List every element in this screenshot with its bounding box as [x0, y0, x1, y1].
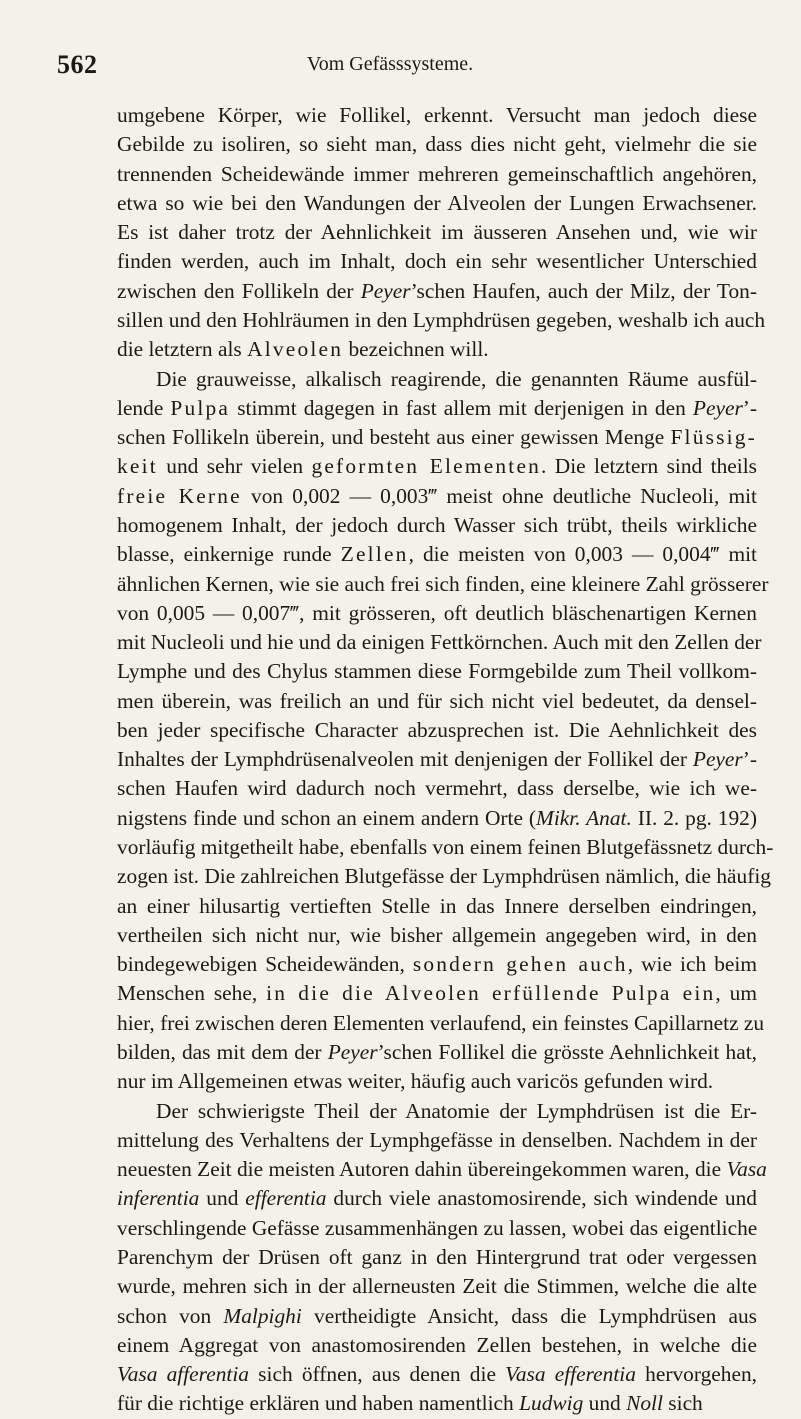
text-line: [117, 160, 757, 189]
text-run: sich: [662, 1391, 703, 1416]
text-run: umgebene Körper, wie Follikel, erkennt. Versucht man jedoch diese: [117, 103, 757, 127]
text-run: etwa so wie bei den Wandungen der Alveolen der Lungen Erwachsener.: [117, 190, 757, 215]
text-run: trennenden Scheidewände immer mehreren gemeinschaftlich angehören,: [117, 161, 757, 186]
text-run: durch viele anastomosirende, sich windende und: [326, 1186, 757, 1211]
text-line: [117, 570, 769, 599]
italic-text: Vasa efferentia: [505, 1362, 636, 1387]
text-line: [117, 950, 757, 979]
text-run: , wie ich beim: [627, 952, 757, 977]
italic-text: Mikr. Anat.: [536, 805, 632, 830]
text-line: [117, 716, 757, 745]
text-run: ’-: [742, 747, 757, 772]
paragraph: [117, 101, 766, 365]
text-run: Menschen sehe,: [117, 981, 267, 1006]
text-run: bilden, das mit dem der: [117, 1040, 328, 1064]
text-run: ’schen Follikel die grösste Aehnlichkeit hat,: [377, 1040, 757, 1064]
text-run: hier, frei zwischen deren Elementen verlaufend, ein feinstes Capillarnetz zu: [117, 1010, 765, 1035]
text-line: [117, 101, 757, 130]
text-run: schon von: [117, 1303, 224, 1328]
text-run: hervorgehen,: [635, 1362, 757, 1387]
text-line: [117, 247, 757, 276]
text-line: [117, 1097, 757, 1126]
text-line: [117, 1184, 757, 1213]
text-run: von 0,002 — 0,003‴ meist ohne deutliche Nucleoli, mit: [241, 483, 758, 508]
text-run: vorläufig mitgetheilt habe, ebenfalls von einem feinen Blutgefässnetz durch-: [117, 835, 774, 860]
text-run: und: [583, 1391, 627, 1416]
text-run: schen Haufen wird dadurch noch vermehrt, dass derselbe, wie ich we-: [117, 776, 757, 801]
text-run: ähnlichen Kernen, wie sie auch frei sich finden, eine kleinere Zahl grösserer: [117, 571, 769, 596]
text-line: [117, 687, 757, 716]
text-run: vertheilen sich nicht nur, wie bisher allgemein angegeben wird, in den: [117, 922, 757, 947]
text-line: [117, 833, 774, 862]
text-line: [117, 1155, 767, 1184]
text-run: stimmt dagegen in fast allem mit derjenigen in den: [230, 395, 693, 420]
text-run: lende: [117, 395, 171, 420]
text-line: [117, 189, 757, 218]
text-line: [117, 657, 757, 686]
text-line: [117, 218, 757, 247]
page-number: 562: [57, 50, 98, 79]
spaced-emphasis-text: keit: [117, 454, 158, 479]
italic-text: Peyer: [692, 395, 743, 420]
spaced-emphasis-text: Pulpa: [170, 395, 231, 420]
paragraph: [117, 365, 774, 1097]
text-line: [117, 1389, 757, 1418]
text-run: für die richtige erklären und haben namentlich: [117, 1391, 520, 1416]
text-run: zogen ist. Die zahlreichen Blutgefässe der Lymphdrüsen nämlich, die häufig: [117, 864, 771, 889]
text-line: [117, 277, 757, 306]
text-line: [117, 540, 757, 569]
text-run: vertheidigte Ansicht, dass die Lymphdrüsen aus: [301, 1303, 758, 1328]
text-run: wurde, mehren sich in der allerneusten Zeit die Stimmen, welche die alte: [117, 1274, 757, 1299]
text-run: Inhaltes der Lymphdrüsenalveolen mit denjenigen der Follikel der: [117, 747, 693, 772]
text-run: blasse, einkernige runde: [117, 542, 341, 567]
paragraph: [117, 1097, 767, 1419]
text-run: Lymphe und des Chylus stammen diese Formgebilde zum Theil vollkom-: [117, 659, 757, 684]
text-line: [117, 423, 757, 452]
italic-text: Malpighi: [223, 1303, 302, 1328]
text-line: [117, 1360, 757, 1389]
text-run: , um: [715, 981, 757, 1006]
text-run: bezeichnen will.: [343, 337, 489, 362]
spaced-emphasis-text: Alveolen: [247, 337, 344, 362]
text-run: bindegewebigen Scheidewänden,: [117, 952, 413, 977]
italic-text: inferentia: [117, 1186, 200, 1211]
text-line: [117, 306, 766, 335]
italic-text: Peyer: [360, 278, 411, 303]
text-run: sillen und den Hohlräumen in den Lymphdrüsen gegeben, weshalb ich auch: [117, 307, 766, 332]
text-run: nigstens finde und schon an einem andern Orte (: [117, 805, 537, 830]
text-line: [117, 804, 757, 833]
italic-text: Peyer: [692, 747, 743, 772]
text-run: verschlingende Gefässe zusammenhängen zu lassen, wobei das eigentliche: [117, 1215, 758, 1240]
spaced-emphasis-text: in die die Alveolen erfüllende Pulpa ein: [266, 981, 716, 1006]
text-run: einem Aggregat von anastomosirenden Zellen bestehen, in welche die: [117, 1332, 757, 1357]
text-line: [117, 1038, 757, 1067]
text-run: mittelung des Verhaltens der Lymphgefässe in denselben. Nachdem in der: [117, 1127, 757, 1152]
text-line: [117, 599, 757, 628]
text-run: nur im Allgemeinen etwas weiter, häufig auch varicös gefunden wird.: [117, 1069, 714, 1094]
text-run: Es ist daher trotz der Aehnlichkeit im äusseren Ansehen und, wie wir: [117, 220, 757, 245]
running-title: Vom Gefässsysteme.: [306, 53, 474, 75]
italic-text: Vasa afferentia: [117, 1362, 249, 1387]
italic-text: Peyer: [327, 1040, 378, 1064]
text-run: und: [199, 1186, 246, 1211]
text-line: [117, 628, 762, 657]
text-run: Parenchym der Drüsen oft ganz in den Hintergrund trat oder vergessen: [117, 1244, 757, 1269]
text-run: ’schen Haufen, auch der Milz, der Ton-: [410, 278, 757, 303]
text-run: homogenem Inhalt, der jedoch durch Wasser sich trübt, theils wirkliche: [117, 512, 757, 537]
text-line: [117, 892, 757, 921]
text-run: , die meisten von 0,003 — 0,004‴ mit: [408, 542, 757, 567]
text-line: [117, 1067, 757, 1096]
text-line: [117, 1331, 757, 1360]
spaced-emphasis-text: sondern gehen auch: [412, 952, 628, 977]
italic-text: Ludwig: [519, 1391, 584, 1416]
italic-text: Noll: [626, 1391, 663, 1416]
text-run: sich öffnen, aus denen die: [248, 1362, 506, 1387]
text-line: [117, 979, 757, 1008]
spaced-emphasis-text: geformten Elementen: [311, 454, 542, 479]
italic-text: efferentia: [245, 1186, 327, 1211]
text-run: Die grauweisse, alkalisch reagirende, die genannten Räume ausfül-: [156, 366, 757, 391]
text-line: [117, 130, 757, 159]
body-text: [117, 101, 774, 1419]
text-line: [117, 745, 757, 774]
text-line: [117, 921, 757, 950]
italic-text: Vasa: [726, 1157, 767, 1182]
text-line: [117, 452, 757, 481]
text-run: schen Follikeln überein, und besteht aus einer gewissen Menge: [117, 425, 671, 450]
text-line: [117, 1272, 757, 1301]
text-line: [117, 862, 771, 891]
text-run: men überein, was freilich an und für sich nicht viel bedeutet, da densel-: [117, 688, 757, 713]
text-run: neuesten Zeit die meisten Autoren dahin übereingekommen waren, die: [117, 1157, 727, 1182]
text-run: mit Nucleoli und hie und da einigen Fettkörnchen. Auch mit den Zellen der: [117, 630, 762, 655]
spaced-emphasis-text: Flüssig-: [670, 425, 757, 450]
text-line: [117, 394, 757, 423]
text-run: Gebilde zu isoliren, so sieht man, dass dies nicht geht, vielmehr die sie: [117, 132, 757, 157]
text-run: II. 2. pg. 192): [631, 805, 757, 830]
text-run: . Die letztern sind theils: [541, 454, 757, 479]
text-line: [117, 335, 757, 364]
text-line: [117, 1243, 757, 1272]
text-run: ’-: [742, 395, 758, 420]
text-run: an einer hilusartig vertieften Stelle in das Innere derselben eindringen,: [117, 893, 757, 918]
spaced-emphasis-text: freie Kerne: [117, 483, 242, 508]
text-run: Der schwierigste Theil der Anatomie der Lymphdrüsen ist die Er-: [156, 1098, 757, 1123]
text-line: [117, 511, 757, 540]
text-run: die letztern als: [117, 337, 248, 362]
text-line: [117, 365, 757, 394]
text-line: [117, 1009, 765, 1038]
text-line: [117, 482, 757, 511]
text-run: zwischen den Follikeln der: [117, 278, 361, 303]
text-line: [117, 1214, 757, 1243]
text-line: [117, 774, 757, 803]
text-run: und sehr vielen: [157, 454, 312, 479]
text-line: [117, 1302, 757, 1331]
text-run: von 0,005 — 0,007‴, mit grösseren, oft deutlich bläschenartigen Kernen: [117, 600, 757, 625]
text-line: [117, 1126, 757, 1155]
text-run: ben jeder specifische Character abzusprechen ist. Die Aehnlichkeit des: [117, 717, 757, 742]
text-run: finden werden, auch im Inhalt, doch ein sehr wesentlicher Unterschied: [117, 249, 757, 274]
spaced-emphasis-text: Zellen: [340, 542, 409, 567]
